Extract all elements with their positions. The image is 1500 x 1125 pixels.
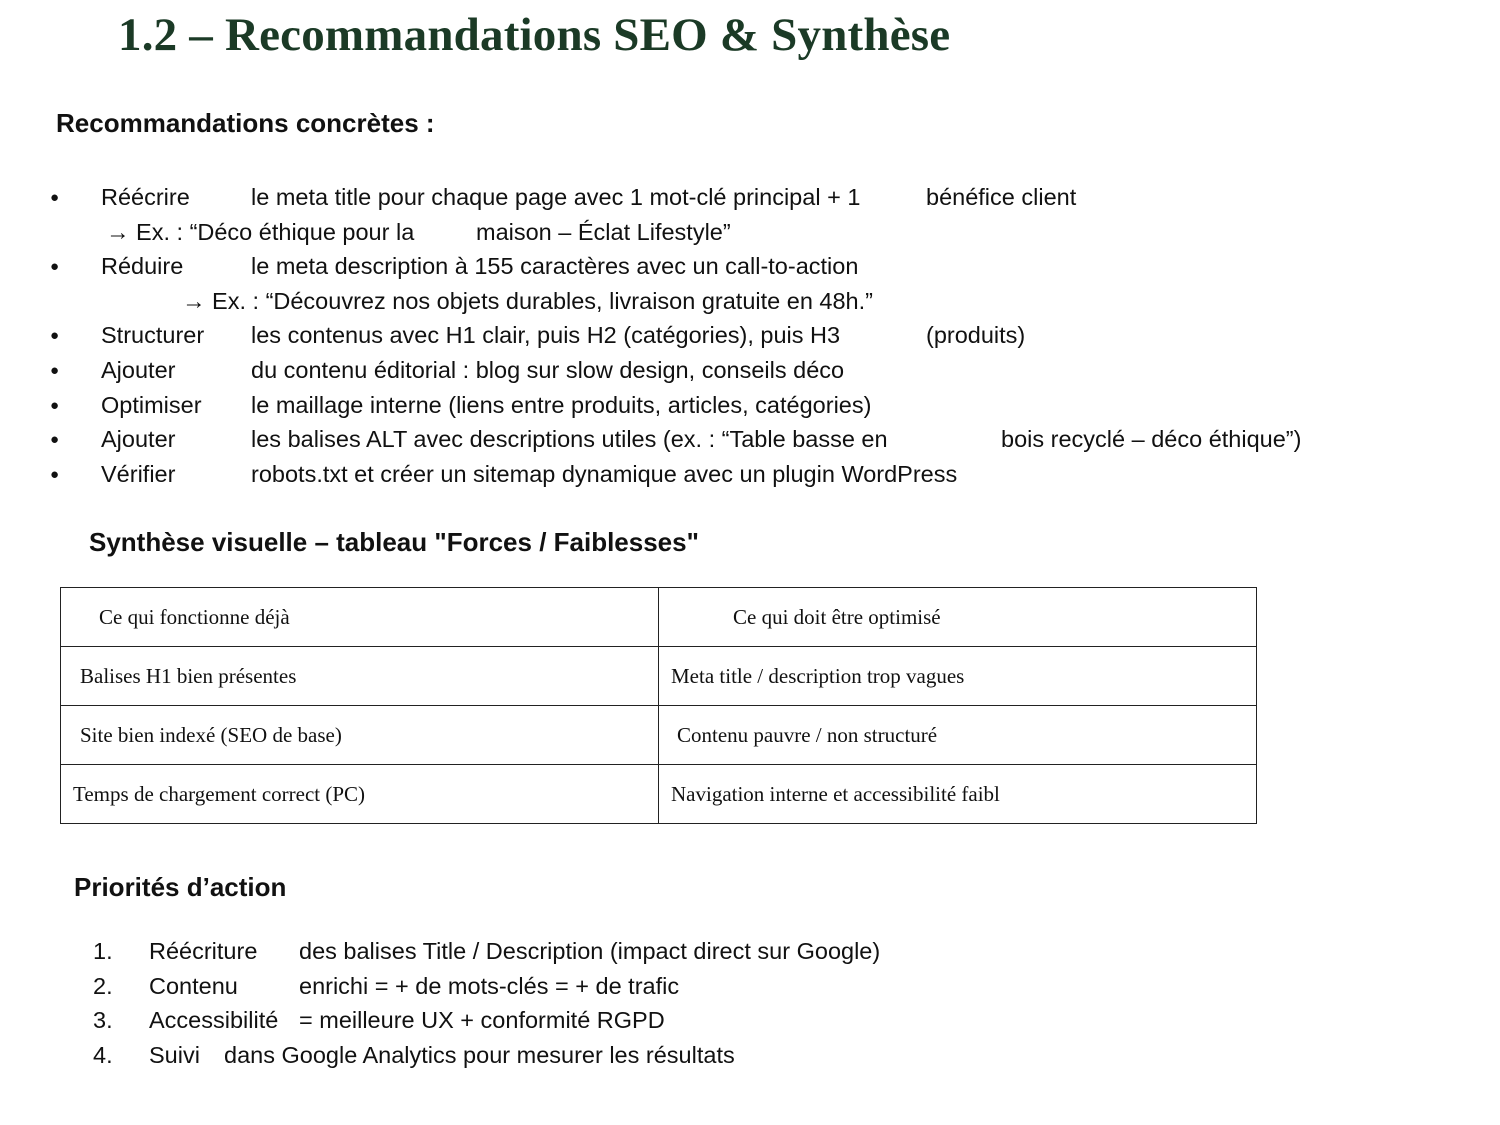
priorities-list — [0, 934, 1500, 1072]
table-cell: Balises H1 bien présentes — [61, 647, 659, 706]
bullet: ● — [50, 327, 60, 345]
strengths-weaknesses-table — [60, 587, 1257, 824]
item-verb: Réécriture — [149, 938, 258, 964]
list-item — [0, 457, 1500, 492]
table-row — [61, 765, 1257, 824]
item-text: le maillage interne (liens entre produits, articles, catégories) — [251, 391, 872, 418]
list-item — [0, 969, 1500, 1004]
table-cell: Contenu pauvre / non structuré — [659, 706, 1257, 765]
bullet: ● — [50, 361, 60, 379]
bullet: ● — [50, 189, 60, 206]
item-text: le meta description à 155 caractères avec un call-to-action — [251, 253, 859, 280]
item-verb: Ajouter — [101, 356, 176, 383]
item-text: le meta title pour chaque page avec 1 mot-clé principal + 1 — [251, 184, 861, 210]
item-verb: Réécrire — [101, 184, 190, 210]
list-item — [0, 353, 1500, 388]
example-text: → Ex. : “Découvrez nos objets durables, livraison gratuite en 48h.” — [182, 287, 873, 314]
item-number: 4. — [93, 1041, 113, 1068]
item-text: = meilleure UX + conformité RGPD — [299, 1007, 665, 1034]
list-item — [0, 249, 1500, 284]
table-row — [61, 647, 1257, 706]
item-number: 3. — [93, 1007, 113, 1034]
list-item — [0, 422, 1500, 457]
item-text-tail: (produits) — [926, 322, 1026, 349]
table-header-row — [61, 588, 1257, 647]
header-weaknesses: Ce qui doit être optimisé — [659, 588, 1257, 647]
bullet: ● — [50, 465, 60, 483]
item-text: dans Google Analytics pour mesurer les résultats — [224, 1041, 735, 1068]
list-item — [0, 318, 1500, 353]
item-verb: Structurer — [101, 322, 205, 349]
table-cell: Site bien indexé (SEO de base) — [61, 706, 659, 765]
priorities-heading: Priorités d’action — [74, 872, 287, 902]
item-text: les balises ALT avec descriptions utiles (ex. : “Table basse en — [251, 426, 888, 453]
item-verb: Suivi — [149, 1041, 200, 1068]
item-verb: Optimiser — [101, 391, 202, 418]
item-verb: Ajouter — [101, 426, 176, 453]
list-item-example — [0, 284, 1500, 319]
example-text: → Ex. : “Déco éthique pour la — [106, 218, 415, 245]
item-text: des balises Title / Description (impact direct sur Google) — [299, 938, 881, 964]
list-item — [0, 180, 1500, 215]
example-text-tail: maison – Éclat Lifestyle” — [476, 218, 731, 245]
item-text-tail: bois recyclé – déco éthique”) — [1001, 426, 1302, 453]
item-verb: Contenu — [149, 972, 238, 999]
item-number: 2. — [93, 972, 113, 999]
item-text: les contenus avec H1 clair, puis H2 (catégories), puis H3 — [251, 322, 841, 349]
table-cell: Meta title / description trop vagues — [659, 647, 1257, 706]
header-strengths: Ce qui fonctionne déjà — [61, 588, 659, 647]
page-title: 1.2 – Recommandations SEO & Synthèse — [118, 9, 951, 61]
item-text-tail: bénéfice client — [926, 184, 1077, 210]
list-item — [0, 1003, 1500, 1038]
bullet: ● — [50, 258, 60, 276]
recommendations-list — [0, 180, 1500, 491]
list-item — [0, 388, 1500, 423]
item-verb: Accessibilité — [149, 1007, 279, 1034]
recommendations-heading: Recommandations concrètes : — [56, 108, 435, 138]
item-number: 1. — [93, 938, 113, 964]
list-item — [0, 934, 1500, 969]
list-item — [0, 1038, 1500, 1073]
list-item-example — [0, 215, 1500, 250]
item-text: robots.txt et créer un sitemap dynamique avec un plugin WordPress — [251, 460, 958, 487]
synthesis-heading: Synthèse visuelle – tableau "Forces / Faiblesses" — [89, 527, 699, 557]
bullet: ● — [50, 431, 60, 449]
table-row — [61, 706, 1257, 765]
item-verb: Vérifier — [101, 460, 176, 487]
item-text: enrichi = + de mots-clés = + de trafic — [299, 972, 680, 999]
item-text: du contenu éditorial : blog sur slow design, conseils déco — [251, 356, 845, 383]
table-cell: Temps de chargement correct (PC) — [61, 765, 659, 824]
item-verb: Réduire — [101, 253, 184, 280]
bullet: ● — [50, 396, 60, 414]
table-cell: Navigation interne et accessibilité faibl — [659, 765, 1257, 824]
